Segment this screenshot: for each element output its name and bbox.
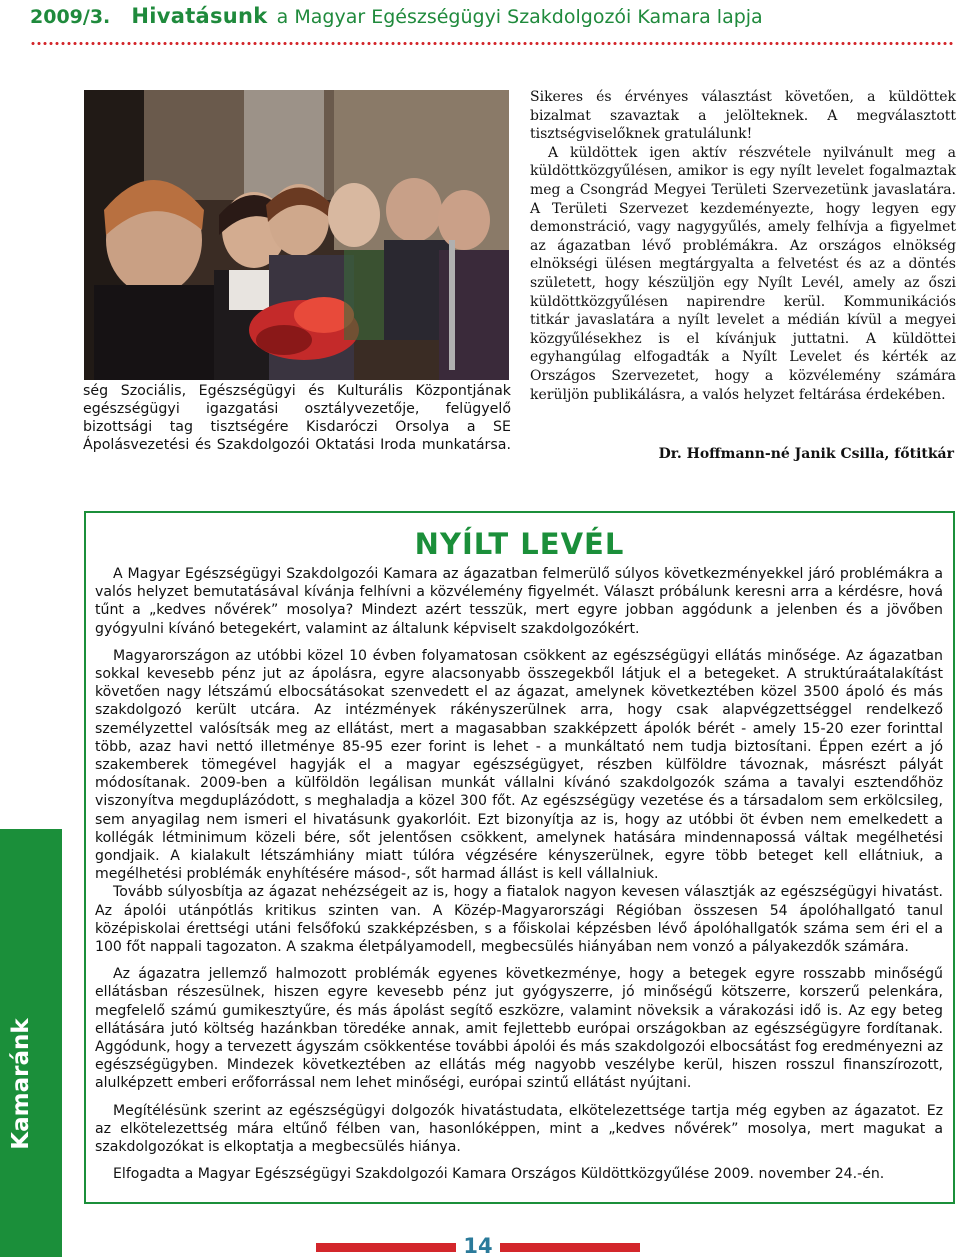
section-sidebar xyxy=(0,829,62,1257)
dotted-divider xyxy=(30,41,955,46)
letter-paragraph: Tovább súlyosbítja az ágazat nehézségeit az is, hogy a fiatalok nagyon kevesen választják az egészségügyi hivatást. Az ápolói utánpótlás kritikus szinten van. A Közép-Magyarországi Régióban összesen 54 ápolóhallgató tanul középiskolai érettségi utáni felsőfokú szakképzésben, s a főiskolai képzésben lévő ápolóhallgatók száma sem éri el a 100 főt nappali tagozaton. A szakma életpályamodell, megbecsülés hiányában nem vonzó a pályakezdők számára. xyxy=(95,884,943,956)
issue-number: 2009/3. xyxy=(30,6,111,28)
letter-paragraph: Megítélésünk szerint az egészségügyi dolgozók hivatástudata, elkötelezettsége tartja még egyben az ágazatot. Ez az elkötelezettség mára eltűnő félben van, hasonlóképpen, mint a „kedves nővérek” mosolya, mert magukat a szakdolgozókat is elkoptatja a megbecsülés hiánya. xyxy=(95,1102,943,1156)
magazine-subtitle: a Magyar Egészségügyi Szakdolgozói Kamara lapja xyxy=(276,6,763,28)
page-number: 14 xyxy=(456,1234,500,1258)
letter-paragraph: A Magyar Egészségügyi Szakdolgozói Kamara az ágazatban felmerülő súlyos következményekkel járó problémákra a valós helyzet bemutatásával kívánja felhívni a közvélemény figyelmét. Választ próbálunk keresni arra a kérdésre, hová tűnt a „kedves nővérek” mosolya? Mindezt azért tesszük, mert egyre jobban aggódunk a jelenben és a jövőben gyógyulni kívánó betegekért, valamint az általunk képviselt szakdolgozókért. xyxy=(95,566,943,637)
article-paragraph: Sikeres és érvényes választást követően, a küldöttek bizalmat szavaztak a jelölteknek. A megválasztott tisztségviselőknek gratulálunk! xyxy=(530,89,956,143)
section-label: Kamaránk xyxy=(8,1018,34,1150)
page-number-left-bar xyxy=(316,1243,456,1252)
photo-caption: ség Szociális, Egészségügyi és Kulturális Központjának egészségügyi igazgatási osztályvezetője, felügyelő bizottsági tag tisztségére Kisdaróczi Orsolya a SE Ápolásvezetési és Szakdolgozói Oktatási Iroda munkatársa. xyxy=(83,383,511,453)
page-header xyxy=(30,4,952,34)
letter-paragraph: Elfogadta a Magyar Egészségügyi Szakdolgozói Kamara Országos Küldöttközgyűlése 2009. november 24.-én. xyxy=(113,1166,885,1183)
signature: Dr. Hoffmann-né Janik Csilla, főtitkár xyxy=(658,446,954,462)
letter-paragraph: Az ágazatra jellemző halmozott problémák egyenes következménye, hogy a betegek egyre rosszabb minőségű ellátásban részesülnek, hiszen egyre kevesebb pénz jut gyógyszerre, jó minőségű kötszerre, korszerű pelenkára, megfelelő számú gumikesztyűre, és más ápolást segítő eszközre, valamint növeksik a várakozási idő is. Az egy beteg ellátására jutó költség hazánkban töredéke annak, amit fejlettebb európai országokban az egészségügyre fordítanak. Aggódunk, hogy a tervezett ágyszám csökkentése további ápolói és más szakdolgozói elbocsátást fog eredményezni az egészségügyben. Mindezek következtében az ellátás még nagyobb veszélybe kerül, hiszen rosszul finanszírozott, alulképzett emberi erőforrással nem lehet minőségi, európai szintű ellátást nyújtani. xyxy=(95,966,943,1092)
article-paragraph: A küldöttek igen aktív részvétele nyilvánult meg a küldöttközgyűlésen, amikor is egy nyílt levelet fogalmaztak meg a Csongrád Megyei Területi Szervezetünk javaslatára. A Területi Szervezet kezdeményezte, hogy legyen egy demonstráció, vagy nagygyűlés, amely felhívja a figyelmet az ágazatban lévő problémákra. Az országos elnökség elnökségi ülésen megtárgyalta a felvetést és az a döntés született, hogy készüljön egy Nyílt Levél, amely az őszi küldöttközgyűlésen napirendre kerül. Kommunikációs titkár javaslatára a nyílt levelet a médián kívül a megyei közgyűlésekhez is el kívánjuk juttatni. A küldöttei egyhangúlag elfogadták a Nyílt Levelet és kérték az Országos Szervezetet, hogy a közvélemény számára kerüljön publikálásra, a valós helyzet feltárása érdekében. xyxy=(530,144,956,403)
photo-audience xyxy=(84,90,509,380)
photo-icon xyxy=(84,90,509,380)
open-letter-title: NYÍLT LEVÉL xyxy=(414,527,625,561)
page-number-bar xyxy=(316,1234,640,1258)
open-letter-box xyxy=(84,511,955,1204)
page-number-right-bar xyxy=(500,1243,640,1252)
letter-paragraph: Magyarországon az utóbbi közel 10 évben folyamatosan csökkent az egészségügyi ellátás minősége. Az ágazatban sokkal kevesebb pénz jut az ápolásra, egyre alacsonyabb összegekből látjuk el a betegeket. A struktúraátalakítást követően nagy létszámú elbocsátásokat szenvedett el az ágazat, amelynek következtében közel 3500 ápoló és más szakdolgozó került utcára. Az intézmények rákényszerülnek arra, hogy csak alapvégzettséggel rendelkező személyzettel valósítsák meg az ellátást, mert a magasabban szakképzett ápolók bérét - amely 15-20 ezer forinttal több, azaz havi nettó illetménye 85-95 ezer forint is lehet - a munkáltató nem tudja biztosítani. Éppen ezért a jó szakemberek tömegével hagyják el a magyar egészségügyet, részben külföldre távoznak, másrészt pályát módosítanak. 2009-ben a külföldön legálisan munkát vállalni kívánó szakdolgozók száma a tavalyi esztendőhöz viszonyítva megduplázódott, s meghaladja a közel 300 főt. Az egészségügy vezetése és a társadalom sem erkölcsileg, sem anyagilag nem ismeri el hivatásunk gyakorlóit. Ezt bizonyítja az is, hogy az utóbbi öt évben nem emelkedett a kollégák létminimum közeli bére, sőt jelentősen csökkent, amelynek hatására mindennapossá váltak megélhetési gondjaik. A kialakult létszámhiány miatt túlóra végzésére kényszerülnek, egyre több beteget kell ellátniuk, a megélhetési problémák enyhítésére másod-, sőt harmad állást is kell vállalniuk. xyxy=(95,647,943,883)
article-column xyxy=(530,88,956,404)
open-letter-body xyxy=(95,565,943,1184)
magazine-name: Hivatásunk xyxy=(131,4,268,28)
